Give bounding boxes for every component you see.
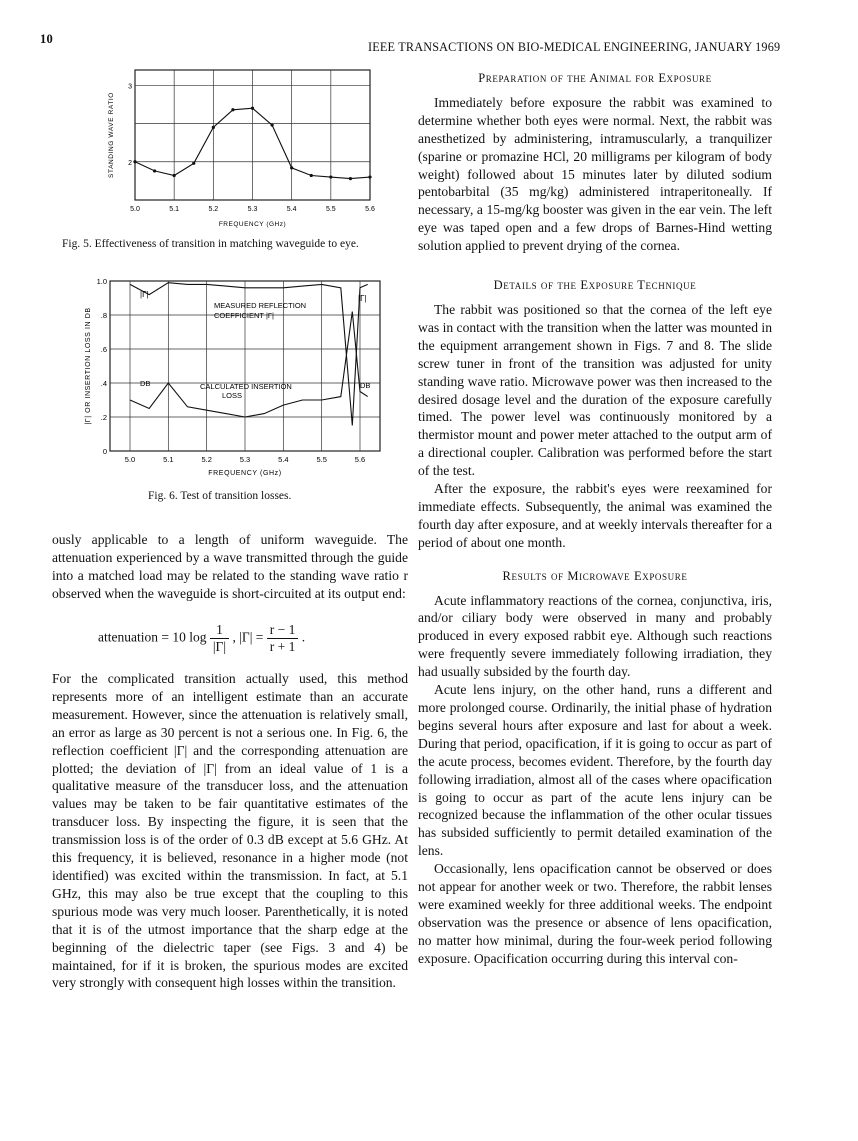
fig6-label-calc-2: LOSS bbox=[222, 391, 243, 400]
eq-lhs: attenuation = 10 log bbox=[98, 629, 207, 645]
left-column-bottom bbox=[52, 670, 408, 992]
fig5-data-point bbox=[251, 107, 254, 110]
fig6-xtick: 5.5 bbox=[316, 455, 327, 464]
figure-6-caption: Fig. 6. Test of transition losses. bbox=[148, 490, 292, 502]
fig5-ytick: 3 bbox=[128, 83, 132, 91]
left-paragraph-2: For the complicated transition actually used, this method represents more of an intelligent estimate than an accurate measurement. However, since the attenuation is relatively small, an error as large as 30 percent is not a serious one. In Fig. 6, the reflection coefficient |Γ| and the corresponding attenuation are plotted; the deviation of |Γ| from an ideal value of 1 is a qualitative measure of the transducer loss, and the attenuation values may be taken to be fair quantitative estimates of the transducer loss. By inspecting the figure, it is seen that the transmission loss is of the order of 0.3 dB except at 5.6 GHz. At this frequency, it is believed, resonance in a higher mode (not identified) was excited within the transmission. In fact, at 5.1 GHz, this may also be true except that the coupling to this spurious mode was very much looser. Parenthetically, it is noted that it is of the utmost importance that the sharp edge at the beginning of the dielectric taper (see Figs. 3 and 4) be maintained, for if it is broken, the spurious modes are excited very strongly with consequent high losses within the transition. bbox=[52, 671, 408, 991]
fig5-xtick: 5.5 bbox=[325, 206, 336, 213]
figure-5-chart bbox=[95, 68, 395, 233]
fig5-xtick: 5.1 bbox=[169, 206, 180, 213]
right-column bbox=[418, 70, 772, 968]
fig5-data-point bbox=[231, 108, 234, 111]
left-paragraph-1: ously applicable to a length of uniform waveguide. The attenuation experienced by a wave transmitted through the guide into a matched load may be related to the standing wave ratio r observed when the waveguide is short-circuited at its output end: bbox=[52, 532, 408, 601]
fig6-label-measured-2: COEFFICIENT |Γ| bbox=[214, 311, 274, 320]
eq-fraction-1 bbox=[210, 622, 229, 655]
page-number: 10 bbox=[40, 32, 53, 46]
left-column-top bbox=[52, 531, 408, 603]
fig5-data-point bbox=[310, 174, 313, 177]
figure-5-caption: Fig. 5. Effectiveness of transition in matching waveguide to eye. bbox=[62, 238, 359, 250]
fig6-ylabel: |Γ| OR INSERTION LOSS IN DB bbox=[85, 307, 92, 425]
fig5-ylabel: STANDING WAVE RATIO bbox=[108, 92, 115, 178]
fig5-xtick: 5.2 bbox=[208, 206, 219, 213]
fig5-data-point bbox=[153, 169, 156, 172]
fig5-data-point bbox=[290, 166, 293, 169]
fig6-xtick: 5.6 bbox=[354, 455, 366, 464]
fig6-label-gamma-left: |Γ| bbox=[140, 290, 149, 299]
fig6-label-measured-1: MEASURED REFLECTION bbox=[214, 301, 307, 310]
fig5-xtick: 5.0 bbox=[130, 206, 140, 213]
fig6-ytick: .6 bbox=[100, 345, 107, 354]
fig5-xtick: 5.4 bbox=[286, 206, 297, 213]
eq-den2: r + 1 bbox=[269, 639, 296, 654]
right-paragraph-5: Acute lens injury, on the other hand, runs a different and more prolonged course. Ordinarily, the initial phase of hydration begins several hours after exposure and last for about a week. During that period, opacification, if it is going to occur as part of the acute process, becomes evident. Therefore, by the fourth day following irradiation, almost all of the cases where opacification is going to occur as part of the acute lens injury can be recognized because the inflammation of the other ocular tissues has subsided sufficiently to permit detailed examination of the lens. bbox=[418, 682, 772, 859]
fig6-xtick: 5.4 bbox=[278, 455, 289, 464]
fig6-xtick: 5.1 bbox=[163, 455, 174, 464]
right-paragraph-1: Immediately before exposure the rabbit was examined to determine whether both eyes were normal. Next, the rabbit was anesthetized by administering, intramuscularly, a tranquilizer (sparine or promazine HCl, 20 milligrams per kilogram of body weight) followed about 15 minutes later by diluted sodium pentobarbital (35 mg/kg) administered intraperitoneally. If necessary, a 15-mg/kg booster was given in the ear vein. The left eye was taped open and a few drops of Barnes-Hind wetting solution applied to prevent drying of the cornea. bbox=[418, 94, 772, 254]
fig6-xtick: 5.0 bbox=[124, 455, 136, 464]
right-paragraph-3: After the exposure, the rabbit's eyes were reexamined for immediate effects. Subsequently, the animal was examined the fourth day after exposure, and at weekly intervals thereafter for a period of about one month. bbox=[418, 481, 772, 550]
fig6-label-db-right: DB bbox=[360, 381, 371, 390]
figure-6-chart bbox=[80, 275, 390, 485]
fig6-ytick: .2 bbox=[100, 413, 107, 422]
fig6-ytick: 1.0 bbox=[96, 277, 107, 286]
attenuation-equation bbox=[98, 622, 398, 655]
eq-den1: |Γ| bbox=[212, 639, 227, 654]
fig5-data-point bbox=[173, 174, 176, 177]
fig5-data-point bbox=[368, 175, 371, 178]
fig6-label-gamma-right: |Γ| bbox=[358, 294, 367, 303]
fig5-data-point bbox=[329, 175, 332, 178]
section-heading-results: Results of Microwave Exposure bbox=[502, 568, 688, 583]
fig6-label-calc-1: CALCULATED INSERTION bbox=[200, 382, 292, 391]
fig6-label-db-left: DB bbox=[140, 379, 151, 388]
fig6-xtick: 5.3 bbox=[239, 455, 251, 464]
eq-fraction-2 bbox=[267, 622, 299, 655]
fig6-ytick: .8 bbox=[100, 311, 107, 320]
fig6-ytick: .4 bbox=[100, 379, 107, 388]
section-heading-exposure-technique: Details of the Exposure Technique bbox=[493, 278, 697, 293]
fig5-xlabel: FREQUENCY (GHz) bbox=[218, 221, 287, 228]
fig5-ytick: 2 bbox=[128, 159, 132, 167]
fig6-ytick: 0 bbox=[102, 447, 107, 456]
fig5-data-point bbox=[270, 123, 273, 126]
eq-num1: 1 bbox=[210, 622, 229, 639]
fig6-xlabel: FREQUENCY (GHz) bbox=[208, 470, 282, 477]
fig5-data-point bbox=[192, 162, 195, 165]
fig5-xtick: 5.6 bbox=[365, 206, 375, 213]
fig5-plot bbox=[108, 70, 375, 228]
fig5-data-point bbox=[349, 177, 352, 180]
fig6-insertion-loss-line bbox=[130, 312, 371, 417]
fig6-plot bbox=[85, 277, 380, 477]
eq-num2: r − 1 bbox=[267, 622, 299, 639]
eq-end: . bbox=[301, 629, 306, 645]
fig5-xtick: 5.3 bbox=[247, 206, 258, 213]
section-heading-preparation: Preparation of the Animal for Exposure bbox=[478, 71, 712, 85]
right-paragraph-2: The rabbit was positioned so that the cornea of the left eye was in contact with the transition when the latter was mounted in the equipment arrangement shown in Figs. 7 and 8. The slide screw tuner in front of the transition was adjusted for unity standing wave ratio. Microwave power was then increased to the desired dosage level and the duration of the exposure carefully timed. The power level was continuously monitored by a thermistor mount and power meter attached to the output arm of a directional coupler. Calibration was performed before the start of the test. bbox=[418, 301, 772, 479]
fig5-data-point bbox=[212, 126, 215, 129]
running-header: IEEE TRANSACTIONS ON BIO-MEDICAL ENGINEERING, JANUARY 1969 bbox=[368, 40, 781, 54]
fig6-xtick: 5.2 bbox=[201, 455, 212, 464]
right-paragraph-4: Acute inflammatory reactions of the cornea, conjunctiva, iris, and/or ciliary body were observed in many and probably produced in every exposed rabbit eye. Although such reactions were frequently severe immediately following irradiation, they had usually subsided by the fourth day. bbox=[418, 592, 772, 680]
eq-mid: , |Γ| = bbox=[232, 629, 264, 645]
fig5-data-point bbox=[133, 160, 136, 163]
right-paragraph-6: Occasionally, lens opacification cannot be observed or does not appear for another week or two. Therefore, the rabbit lenses were examined weekly for three additional weeks. The endpoint observation was the presence or absence of lens opacification, no matter how minimal, during the four-week period following exposure. Opacification occurring during this interval con- bbox=[418, 861, 772, 966]
